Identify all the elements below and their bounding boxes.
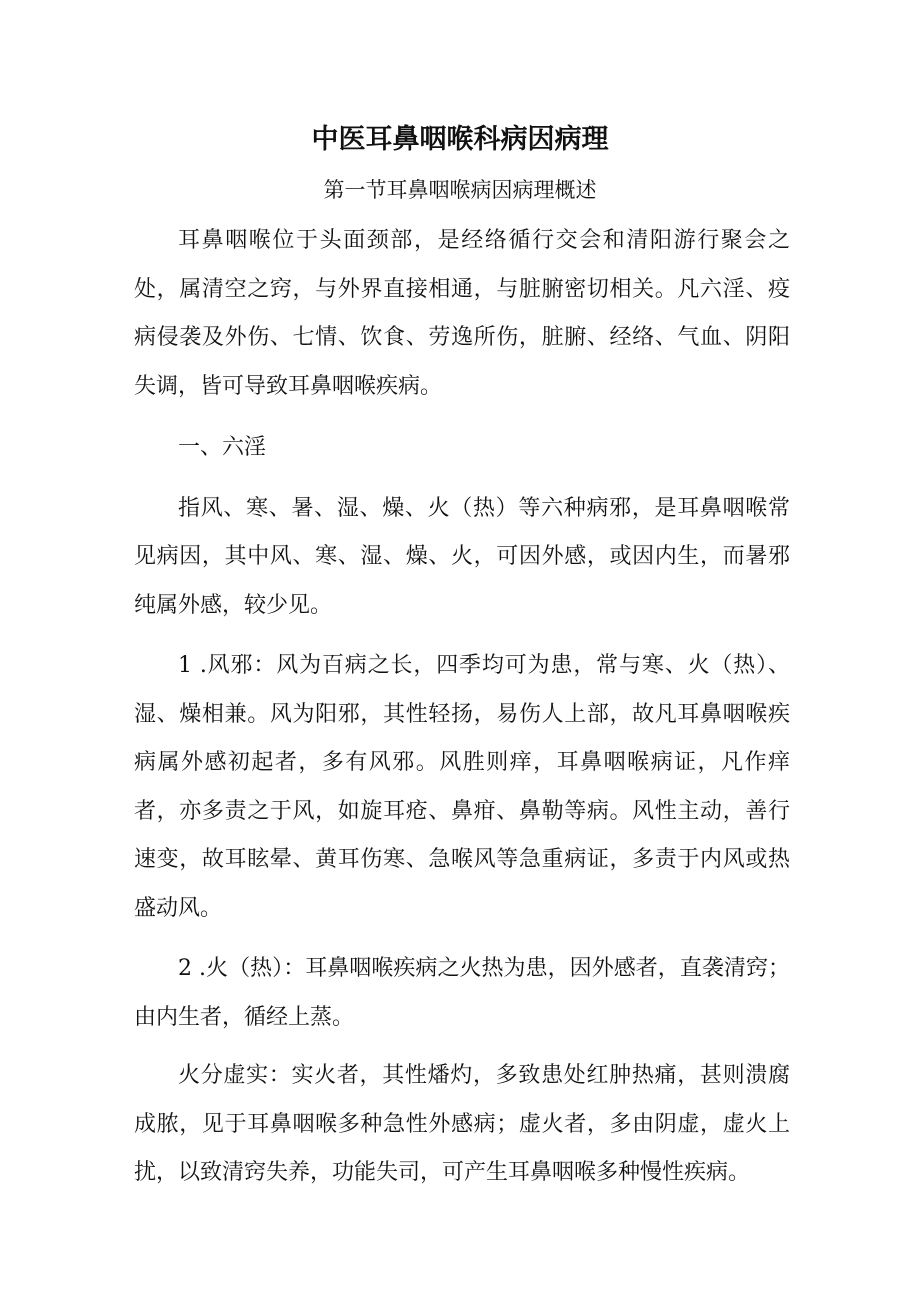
document-title: 中医耳鼻咽喉科病因病理 xyxy=(311,124,609,155)
section-heading: 第一节耳鼻咽喉病因病理概述 xyxy=(323,178,597,202)
six-excesses-paragraph: 指风、寒、暑、湿、燥、火（热）等六种病邪，是耳鼻咽喉常见病因，其中风、寒、湿、燥、火，可因外感，或因内生，而暑邪纯属外感，较少见。 xyxy=(134,495,790,618)
fire-heat-paragraph: 2 .火（热）：耳鼻咽喉疾病之火热为患，因外感者，直袭清窍；由内生者，循经上蒸。 xyxy=(134,956,790,1030)
intro-paragraph: 耳鼻咽喉位于头面颈部，是经络循行交会和清阳游行聚会之处，属清空之窍，与外界直接相通，与脏腑密切相关。凡六淫、疫病侵袭及外伤、七情、饮食、劳逸所伤，脏腑、经络、气血、阴阳失调，皆可导致耳鼻咽喉疾病。 xyxy=(134,228,790,399)
document-body xyxy=(134,217,790,1198)
fire-deficiency-excess-paragraph: 火分虚实：实火者，其性燔灼，多致患处红肿热痛，甚则溃腐成脓，见于耳鼻咽喉多种急性外感病；虚火者，多由阴虚，虚火上扰，以致清窍失养，功能失司，可产生耳鼻咽喉多种慢性疾病。 xyxy=(134,1063,790,1185)
subsection-heading-six-excesses: 一、六淫 xyxy=(178,435,267,460)
wind-pathogen-paragraph: 1 .风邪：风为百病之长，四季均可为患，常与寒、火（热）、湿、燥相兼。风为阳邪，其性轻扬，易伤人上部，故凡耳鼻咽喉疾病属外感初起者，多有风邪。风胜则痒，耳鼻咽喉病证，凡作痒者，亦多责之于风，如旋耳疮、鼻疳、鼻勒等病。风性主动，善行速变，故耳眩晕、黄耳伤寒、急喉风等急重病证，多责于内风或热盛动风。 xyxy=(134,653,790,921)
